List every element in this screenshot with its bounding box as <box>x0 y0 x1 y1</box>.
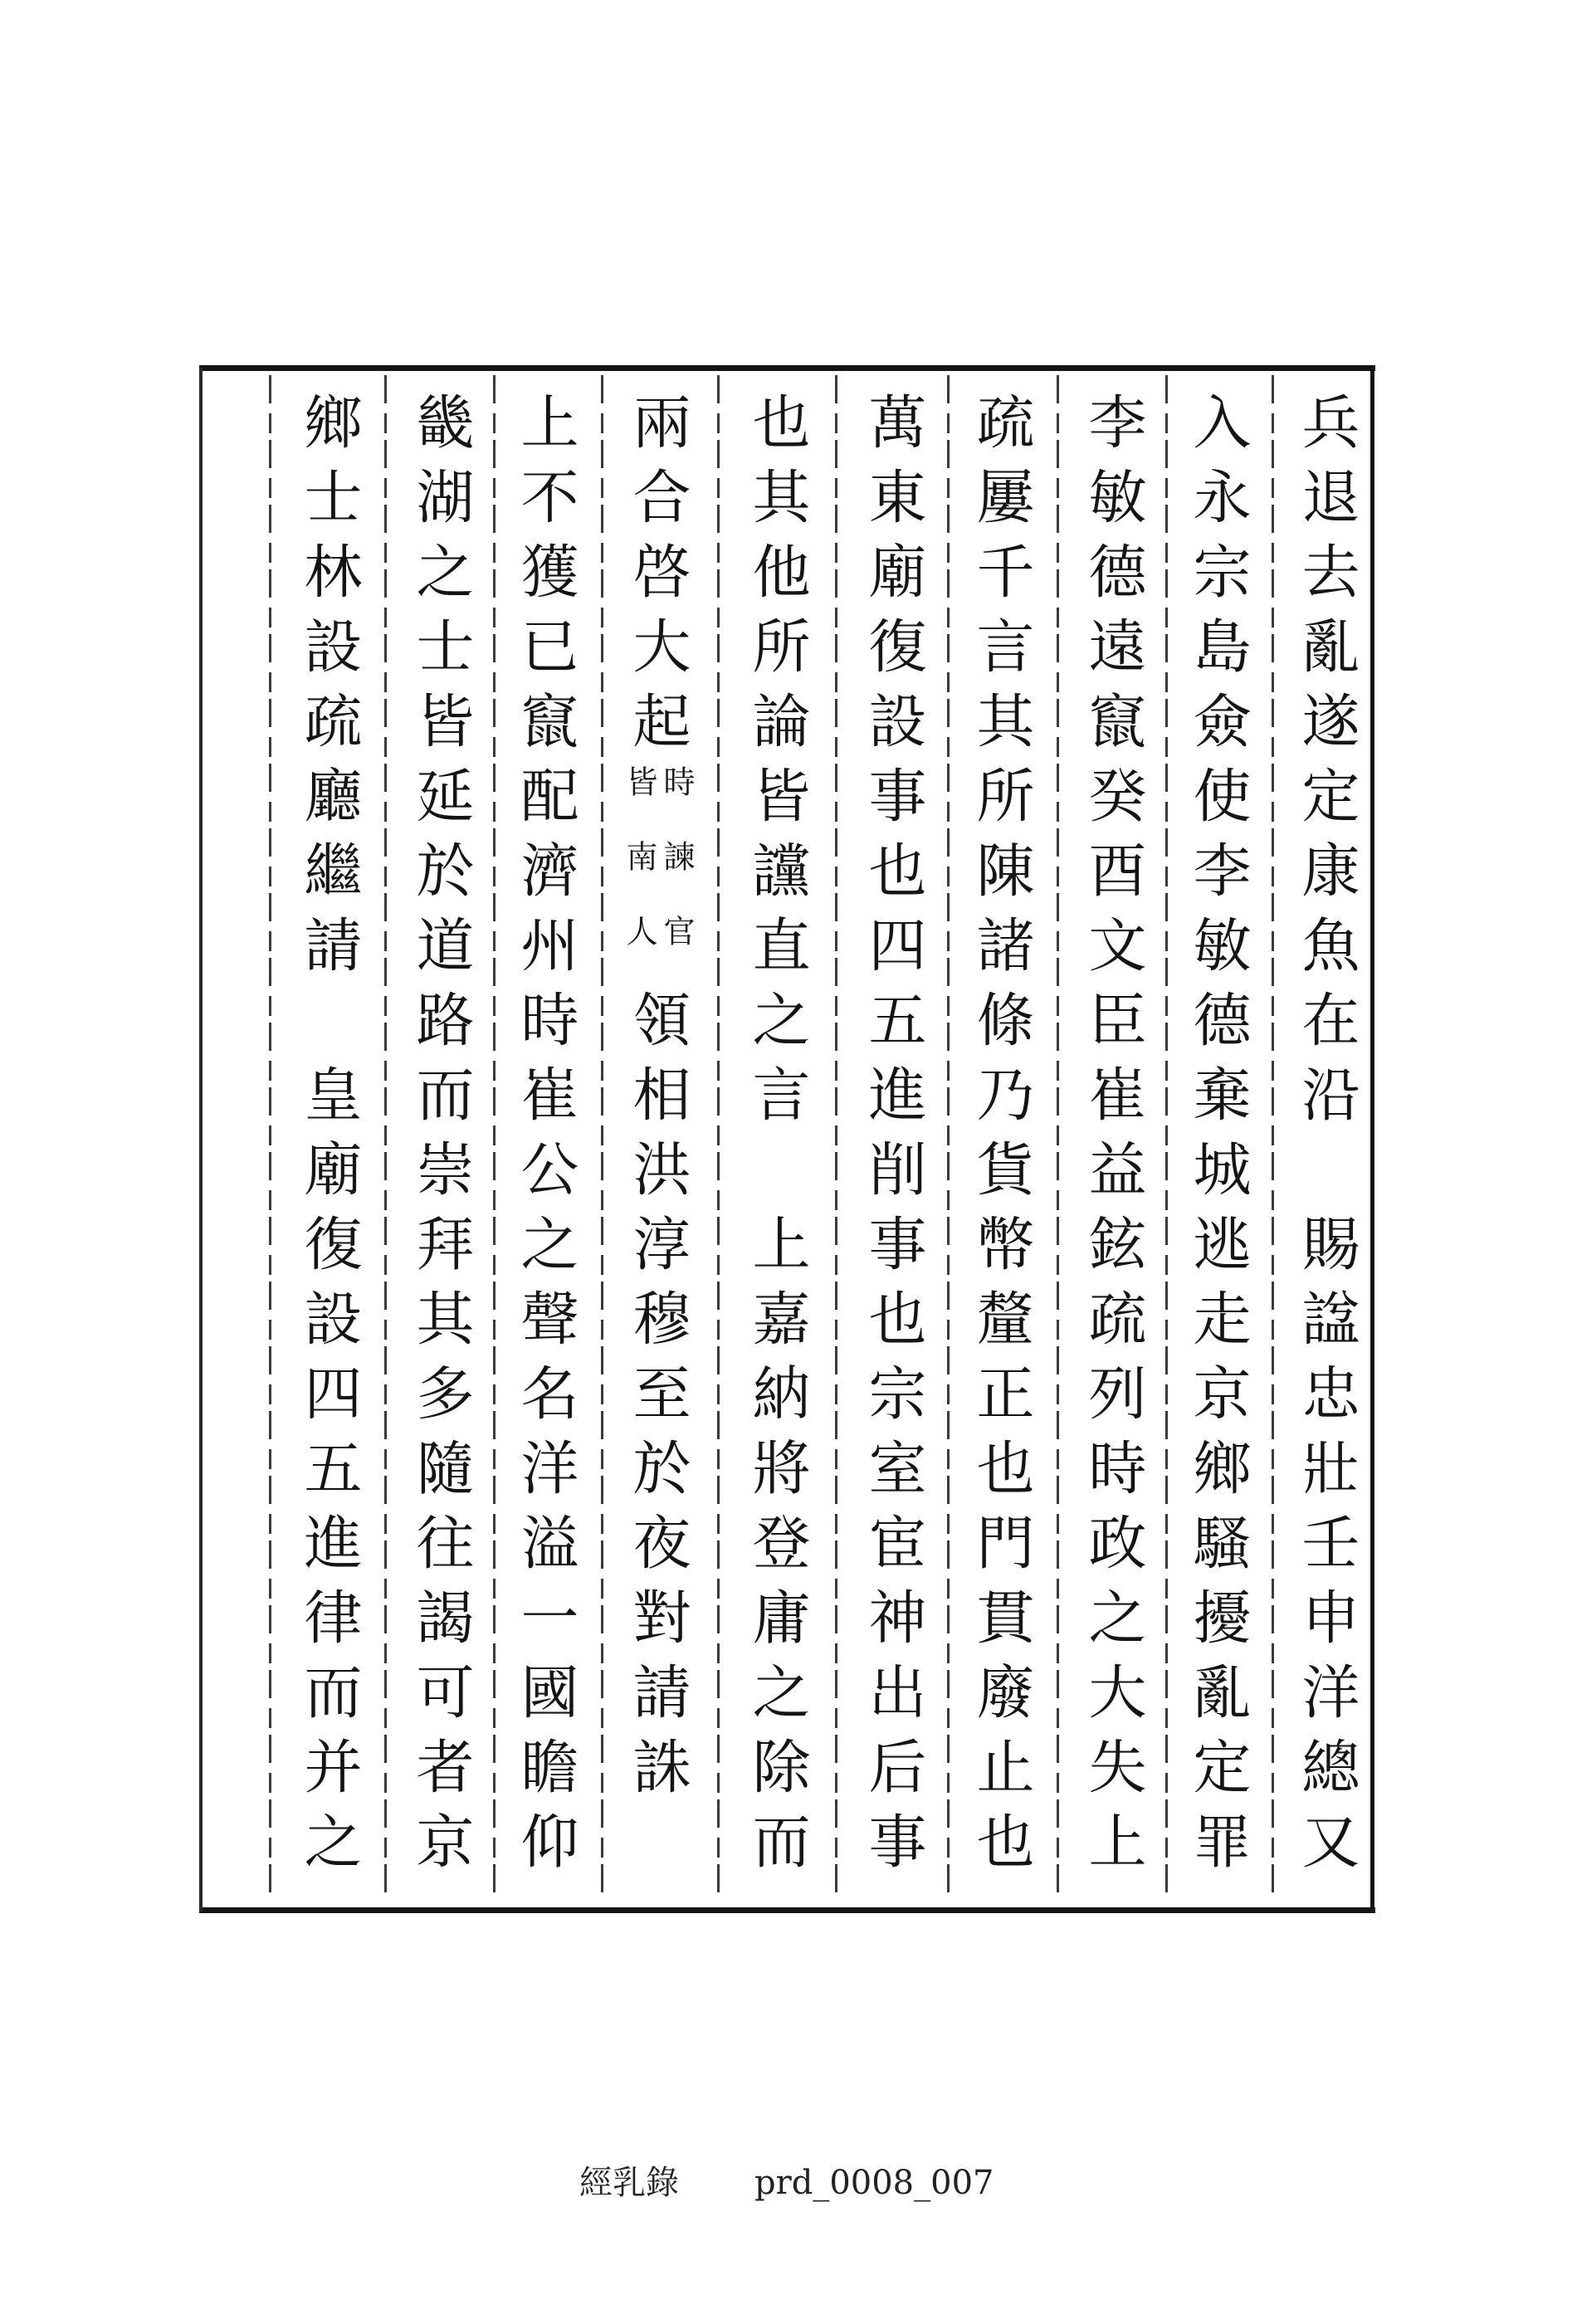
column-rule <box>1165 375 1168 1902</box>
frame-top-border <box>199 365 1375 371</box>
column-text: 兵退去亂遂定康魚在沿 <box>1292 392 1360 1139</box>
text-column-10 <box>291 392 366 1894</box>
frame-bottom-border <box>199 1907 1375 1913</box>
column-rule <box>601 375 603 1902</box>
column-rule <box>1272 375 1274 1902</box>
text-column-9 <box>403 392 478 1894</box>
footer-page-code: prd_0008_007 <box>754 2164 994 2202</box>
column-rule <box>717 375 720 1902</box>
text-column-1 <box>1289 392 1364 1894</box>
column-text: 賜諡忠壯壬申洋總又 <box>1292 1213 1360 1886</box>
column-rule <box>947 375 950 1902</box>
column-rule <box>269 375 271 1902</box>
text-column-6 <box>740 392 814 1894</box>
column-text: 入永宗島僉使李敏德棄城逃走京鄉騷擾亂定罪 <box>1184 392 1252 1886</box>
text-column-2 <box>1180 392 1255 1894</box>
column-rule <box>493 375 496 1902</box>
column-text: 上不獲已竄配濟州時崔公之聲名洋溢一國瞻仰 <box>511 392 579 1886</box>
column-rule <box>1057 375 1059 1902</box>
interlinear-note <box>620 765 695 989</box>
column-text: 疏屢千言其所陳諸條乃貨幣釐正也門貫廢止也 <box>967 392 1035 1886</box>
text-column-4 <box>964 392 1038 1894</box>
text-column-5 <box>856 392 930 1894</box>
column-rule <box>835 375 837 1902</box>
column-text: 領相洪淳穆至於夜對請誅 <box>623 989 691 1811</box>
frame-right-border <box>1370 368 1374 1911</box>
text-column-3 <box>1076 392 1150 1894</box>
column-text: 上嘉納將登庸之除而 <box>743 1213 811 1886</box>
footer-title: 經乳錄 <box>579 2164 679 2202</box>
frame-left-border <box>199 368 203 1911</box>
column-text: 鄉士林設疏廳繼請 <box>295 392 363 989</box>
column-text: 萬東廟復設事也四五進削事也宗室宦神出后事 <box>859 392 927 1886</box>
note-line: 皆南人 <box>621 765 657 989</box>
column-text: 李敏德遠竄癸酉文臣崔益鉉疏列時政之大失上 <box>1079 392 1147 1886</box>
text-column-7 <box>620 392 695 1894</box>
note-line: 時諫官 <box>658 765 695 989</box>
column-text: 也其他所論皆讜直之言 <box>743 392 811 1139</box>
column-rule <box>384 375 387 1902</box>
column-text: 皇廟復設四五進律而并之 <box>295 1064 363 1886</box>
column-text: 畿湖之士皆延於道路而崇拜其多隨往謁可者京 <box>407 392 475 1886</box>
text-column-8 <box>508 392 583 1894</box>
column-text: 兩合啓大起 <box>623 392 691 765</box>
